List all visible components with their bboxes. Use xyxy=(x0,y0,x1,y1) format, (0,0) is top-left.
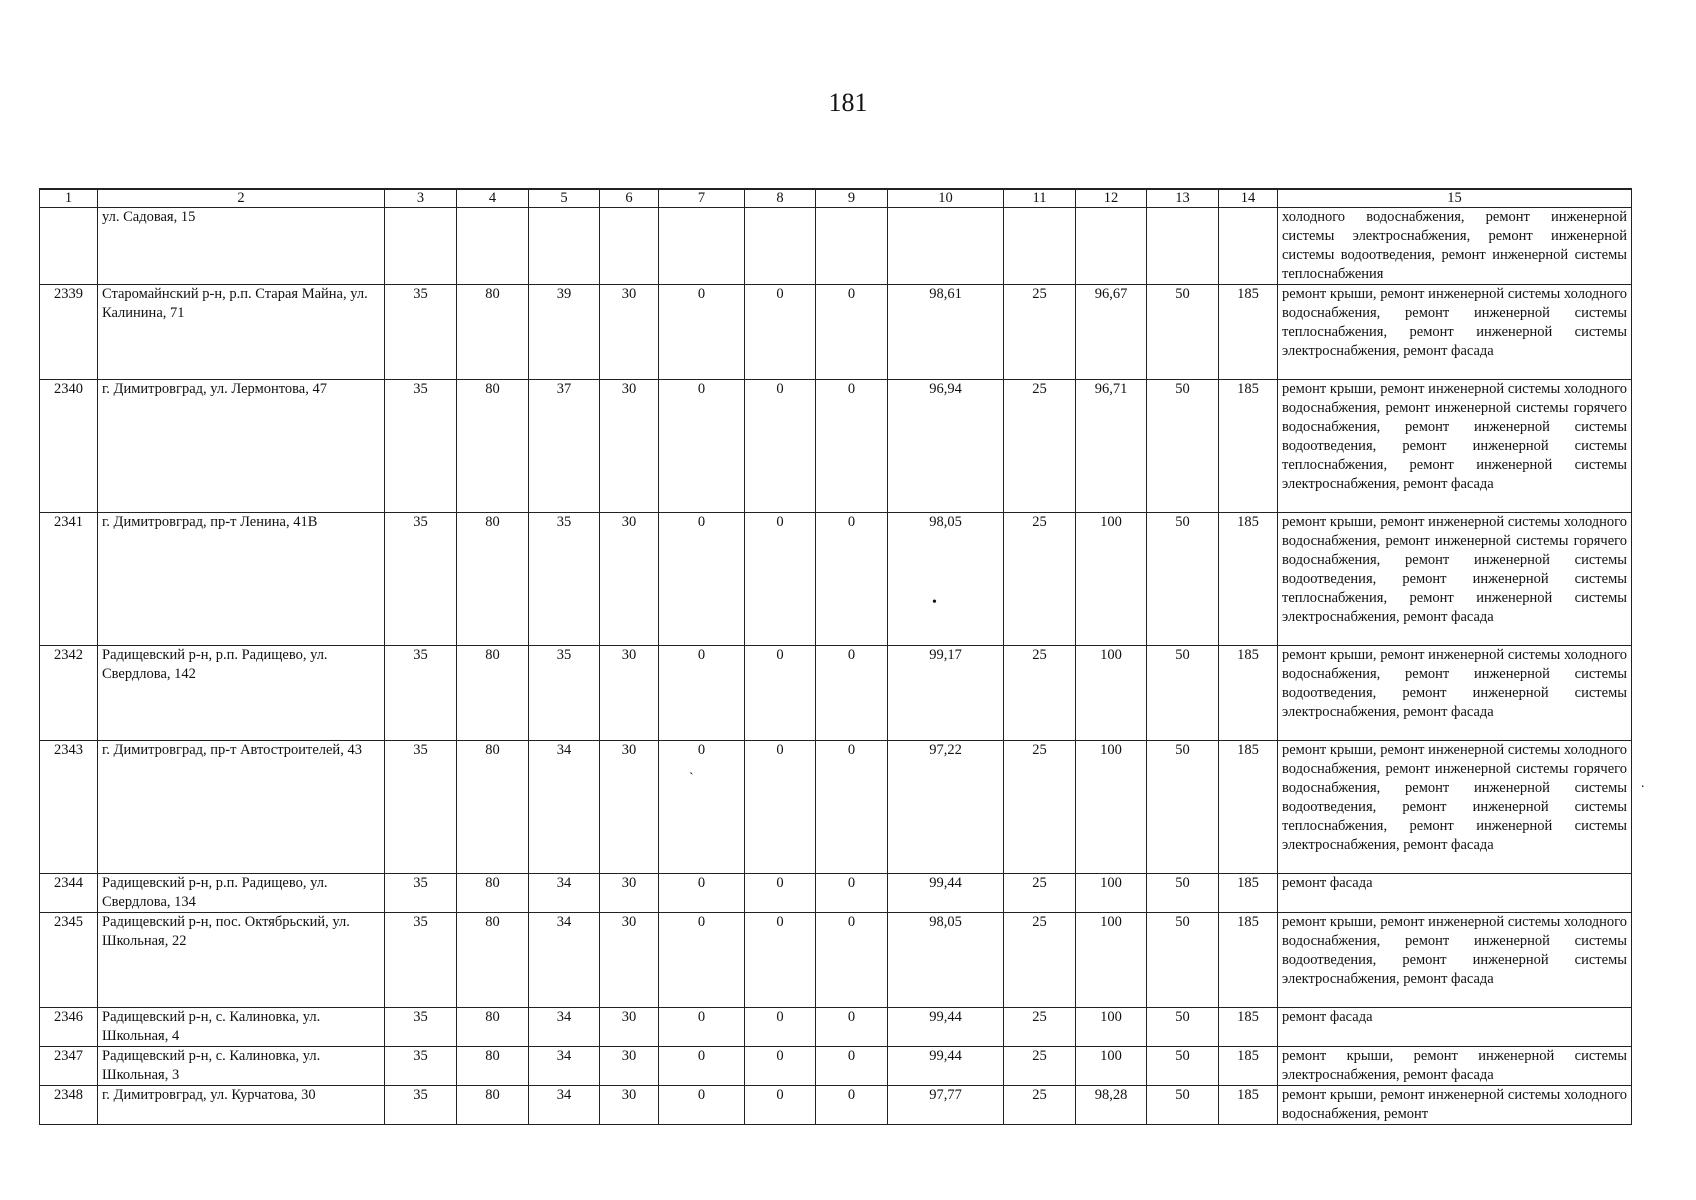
col-5: 34 xyxy=(529,913,600,1008)
col-3: 35 xyxy=(385,380,457,513)
col-11: 25 xyxy=(1004,380,1076,513)
col-9: 0 xyxy=(816,1086,888,1125)
col-3: 35 xyxy=(385,1008,457,1047)
col-11: 25 xyxy=(1004,646,1076,741)
col-5 xyxy=(529,208,600,285)
table-row xyxy=(40,874,1632,913)
col-3: 35 xyxy=(385,913,457,1008)
col-7: 0 xyxy=(659,741,745,874)
col-11: 25 xyxy=(1004,741,1076,874)
table-row xyxy=(40,646,1632,741)
column-header: 5 xyxy=(529,189,600,208)
col-6: 30 xyxy=(600,741,659,874)
address: ул. Садовая, 15 xyxy=(98,208,385,285)
column-header: 7 xyxy=(659,189,745,208)
col-11: 25 xyxy=(1004,1047,1076,1086)
column-header: 10 xyxy=(888,189,1004,208)
table-row xyxy=(40,380,1632,513)
col-7: 0 xyxy=(659,874,745,913)
row-number: 2348 xyxy=(40,1086,98,1125)
col-3: 35 xyxy=(385,1086,457,1125)
works-list: холодного водоснабжения, ремонт инженерной системы электроснабжения, ремонт инженерной системы водоотведения, ремонт инженерной системы теплоснабжения xyxy=(1278,208,1632,285)
col-10: 99,44 xyxy=(888,1047,1004,1086)
col-13: 50 xyxy=(1147,1047,1219,1086)
col-5: 35 xyxy=(529,513,600,646)
col-4: 80 xyxy=(457,513,529,646)
col-8: 0 xyxy=(745,874,816,913)
col-13: 50 xyxy=(1147,646,1219,741)
scan-speck: • xyxy=(932,595,937,610)
col-11: 25 xyxy=(1004,874,1076,913)
scan-speck: . xyxy=(1641,776,1645,791)
address: Радищевский р-н, с. Калиновка, ул. Школьная, 3 xyxy=(98,1047,385,1086)
column-header: 12 xyxy=(1076,189,1147,208)
column-number-row xyxy=(40,189,1632,208)
table-row xyxy=(40,1086,1632,1125)
col-4: 80 xyxy=(457,874,529,913)
col-13: 50 xyxy=(1147,513,1219,646)
col-7: 0 xyxy=(659,285,745,380)
works-list: ремонт крыши, ремонт инженерной системы холодного водоснабжения, ремонт инженерной системы водоотведения, ремонт инженерной системы электроснабжения, ремонт фасада xyxy=(1278,646,1632,741)
row-number: 2347 xyxy=(40,1047,98,1086)
col-12: 100 xyxy=(1076,741,1147,874)
address: г. Димитровград, пр-т Автостроителей, 43 xyxy=(98,741,385,874)
col-6: 30 xyxy=(600,380,659,513)
col-6: 30 xyxy=(600,285,659,380)
col-13: 50 xyxy=(1147,285,1219,380)
col-9: 0 xyxy=(816,513,888,646)
col-11: 25 xyxy=(1004,513,1076,646)
works-list: ремонт крыши, ремонт инженерной системы холодного водоснабжения, ремонт инженерной системы горячего водоснабжения, ремонт инженерной системы водоотведения, ремонт инженерной системы теплоснабжения, ремонт инженерной системы электроснабжения, ремонт фасада xyxy=(1278,741,1632,874)
col-4 xyxy=(457,208,529,285)
col-14: 185 xyxy=(1219,380,1278,513)
column-header: 9 xyxy=(816,189,888,208)
table-row xyxy=(40,513,1632,646)
col-3: 35 xyxy=(385,513,457,646)
col-14: 185 xyxy=(1219,513,1278,646)
row-number: 2345 xyxy=(40,913,98,1008)
column-header: 11 xyxy=(1004,189,1076,208)
col-10 xyxy=(888,208,1004,285)
works-list: ремонт крыши, ремонт инженерной системы холодного водоснабжения, ремонт xyxy=(1278,1086,1632,1125)
col-3: 35 xyxy=(385,646,457,741)
col-4: 80 xyxy=(457,1086,529,1125)
works-list: ремонт крыши, ремонт инженерной системы холодного водоснабжения, ремонт инженерной системы теплоснабжения, ремонт инженерной системы электроснабжения, ремонт фасада xyxy=(1278,285,1632,380)
table-row xyxy=(40,1047,1632,1086)
col-5: 37 xyxy=(529,380,600,513)
address: Радищевский р-н, с. Калиновка, ул. Школьная, 4 xyxy=(98,1008,385,1047)
row-number: 2346 xyxy=(40,1008,98,1047)
table-row xyxy=(40,741,1632,874)
col-10: 97,77 xyxy=(888,1086,1004,1125)
col-10: 99,44 xyxy=(888,1008,1004,1047)
col-5: 34 xyxy=(529,874,600,913)
col-11: 25 xyxy=(1004,913,1076,1008)
table-row xyxy=(40,285,1632,380)
column-header: 1 xyxy=(40,189,98,208)
col-12: 100 xyxy=(1076,874,1147,913)
col-8: 0 xyxy=(745,741,816,874)
col-3: 35 xyxy=(385,874,457,913)
col-9: 0 xyxy=(816,913,888,1008)
col-5: 34 xyxy=(529,1047,600,1086)
column-header: 14 xyxy=(1219,189,1278,208)
col-3: 35 xyxy=(385,285,457,380)
col-11: 25 xyxy=(1004,285,1076,380)
col-12: 96,67 xyxy=(1076,285,1147,380)
col-12: 98,28 xyxy=(1076,1086,1147,1125)
col-14: 185 xyxy=(1219,913,1278,1008)
col-7: 0 xyxy=(659,646,745,741)
row-number: 2343 xyxy=(40,741,98,874)
address: г. Димитровград, ул. Лермонтова, 47 xyxy=(98,380,385,513)
column-header: 15 xyxy=(1278,189,1632,208)
col-13: 50 xyxy=(1147,1086,1219,1125)
column-header: 8 xyxy=(745,189,816,208)
col-13: 50 xyxy=(1147,741,1219,874)
col-12: 100 xyxy=(1076,913,1147,1008)
row-number: 2339 xyxy=(40,285,98,380)
col-14: 185 xyxy=(1219,285,1278,380)
col-11: 25 xyxy=(1004,1008,1076,1047)
page-number: 181 xyxy=(828,88,868,117)
works-list: ремонт крыши, ремонт инженерной системы холодного водоснабжения, ремонт инженерной системы водоотведения, ремонт инженерной системы электроснабжения, ремонт фасада xyxy=(1278,913,1632,1008)
col-6: 30 xyxy=(600,646,659,741)
col-9: 0 xyxy=(816,285,888,380)
address: г. Димитровград, ул. Курчатова, 30 xyxy=(98,1086,385,1125)
col-14: 185 xyxy=(1219,741,1278,874)
col-7: 0 xyxy=(659,1008,745,1047)
row-number xyxy=(40,208,98,285)
col-10: 97,22 xyxy=(888,741,1004,874)
col-5: 34 xyxy=(529,1008,600,1047)
col-13 xyxy=(1147,208,1219,285)
works-list: ремонт крыши, ремонт инженерной системы холодного водоснабжения, ремонт инженерной системы горячего водоснабжения, ремонт инженерной системы водоотведения, ремонт инженерной системы теплоснабжения, ремонт инженерной системы электроснабжения, ремонт фасада xyxy=(1278,380,1632,513)
row-number: 2342 xyxy=(40,646,98,741)
row-number: 2340 xyxy=(40,380,98,513)
col-14: 185 xyxy=(1219,1008,1278,1047)
col-8: 0 xyxy=(745,380,816,513)
col-5: 34 xyxy=(529,1086,600,1125)
col-12: 100 xyxy=(1076,646,1147,741)
col-12: 96,71 xyxy=(1076,380,1147,513)
column-header: 4 xyxy=(457,189,529,208)
address: Радищевский р-н, р.п. Радищево, ул. Свердлова, 142 xyxy=(98,646,385,741)
works-list: ремонт крыши, ремонт инженерной системы холодного водоснабжения, ремонт инженерной системы горячего водоснабжения, ремонт инженерной системы водоотведения, ремонт инженерной системы теплоснабжения, ремонт инженерной системы электроснабжения, ремонт фасада xyxy=(1278,513,1632,646)
repair-registry-table xyxy=(39,188,1632,1125)
col-13: 50 xyxy=(1147,874,1219,913)
col-4: 80 xyxy=(457,646,529,741)
col-6: 30 xyxy=(600,913,659,1008)
row-number: 2344 xyxy=(40,874,98,913)
col-4: 80 xyxy=(457,913,529,1008)
col-3: 35 xyxy=(385,1047,457,1086)
table-row xyxy=(40,913,1632,1008)
works-list: ремонт крыши, ремонт инженерной системы электроснабжения, ремонт фасада xyxy=(1278,1047,1632,1086)
col-6: 30 xyxy=(600,874,659,913)
col-5: 34 xyxy=(529,741,600,874)
col-12: 100 xyxy=(1076,1047,1147,1086)
col-10: 96,94 xyxy=(888,380,1004,513)
col-14: 185 xyxy=(1219,1047,1278,1086)
col-4: 80 xyxy=(457,380,529,513)
col-4: 80 xyxy=(457,1047,529,1086)
col-8: 0 xyxy=(745,1047,816,1086)
works-list: ремонт фасада xyxy=(1278,1008,1632,1047)
column-header: 6 xyxy=(600,189,659,208)
col-9: 0 xyxy=(816,380,888,513)
col-14: 185 xyxy=(1219,646,1278,741)
col-9: 0 xyxy=(816,741,888,874)
col-11: 25 xyxy=(1004,1086,1076,1125)
scan-speck: ˋ xyxy=(689,771,694,786)
col-8: 0 xyxy=(745,285,816,380)
col-6: 30 xyxy=(600,1086,659,1125)
col-8: 0 xyxy=(745,913,816,1008)
column-header: 3 xyxy=(385,189,457,208)
col-8: 0 xyxy=(745,513,816,646)
col-5: 39 xyxy=(529,285,600,380)
col-6: 30 xyxy=(600,1008,659,1047)
col-9: 0 xyxy=(816,1008,888,1047)
works-list: ремонт фасада xyxy=(1278,874,1632,913)
col-7 xyxy=(659,208,745,285)
col-6: 30 xyxy=(600,513,659,646)
col-6 xyxy=(600,208,659,285)
col-4: 80 xyxy=(457,285,529,380)
col-12 xyxy=(1076,208,1147,285)
col-14 xyxy=(1219,208,1278,285)
col-3 xyxy=(385,208,457,285)
col-9 xyxy=(816,208,888,285)
col-12: 100 xyxy=(1076,1008,1147,1047)
col-13: 50 xyxy=(1147,1008,1219,1047)
col-7: 0 xyxy=(659,913,745,1008)
col-4: 80 xyxy=(457,741,529,874)
col-5: 35 xyxy=(529,646,600,741)
col-13: 50 xyxy=(1147,913,1219,1008)
col-10: 98,05 xyxy=(888,913,1004,1008)
col-14: 185 xyxy=(1219,1086,1278,1125)
col-9: 0 xyxy=(816,646,888,741)
address: г. Димитровград, пр-т Ленина, 41В xyxy=(98,513,385,646)
table-row xyxy=(40,1008,1632,1047)
col-9: 0 xyxy=(816,1047,888,1086)
address: Радищевский р-н, пос. Октябрьский, ул. Школьная, 22 xyxy=(98,913,385,1008)
col-8 xyxy=(745,208,816,285)
col-9: 0 xyxy=(816,874,888,913)
col-13: 50 xyxy=(1147,380,1219,513)
col-6: 30 xyxy=(600,1047,659,1086)
column-header: 13 xyxy=(1147,189,1219,208)
table-row xyxy=(40,208,1632,285)
col-8: 0 xyxy=(745,646,816,741)
address: Старомайнский р-н, р.п. Старая Майна, ул. Калинина, 71 xyxy=(98,285,385,380)
col-8: 0 xyxy=(745,1086,816,1125)
col-10: 99,17 xyxy=(888,646,1004,741)
col-12: 100 xyxy=(1076,513,1147,646)
col-11 xyxy=(1004,208,1076,285)
address: Радищевский р-н, р.п. Радищево, ул. Свердлова, 134 xyxy=(98,874,385,913)
col-7: 0 xyxy=(659,513,745,646)
col-10: 98,05 xyxy=(888,513,1004,646)
col-7: 0 xyxy=(659,380,745,513)
col-8: 0 xyxy=(745,1008,816,1047)
col-10: 99,44 xyxy=(888,874,1004,913)
row-number: 2341 xyxy=(40,513,98,646)
col-14: 185 xyxy=(1219,874,1278,913)
col-7: 0 xyxy=(659,1047,745,1086)
col-4: 80 xyxy=(457,1008,529,1047)
column-header: 2 xyxy=(98,189,385,208)
col-7: 0 xyxy=(659,1086,745,1125)
col-3: 35 xyxy=(385,741,457,874)
col-10: 98,61 xyxy=(888,285,1004,380)
